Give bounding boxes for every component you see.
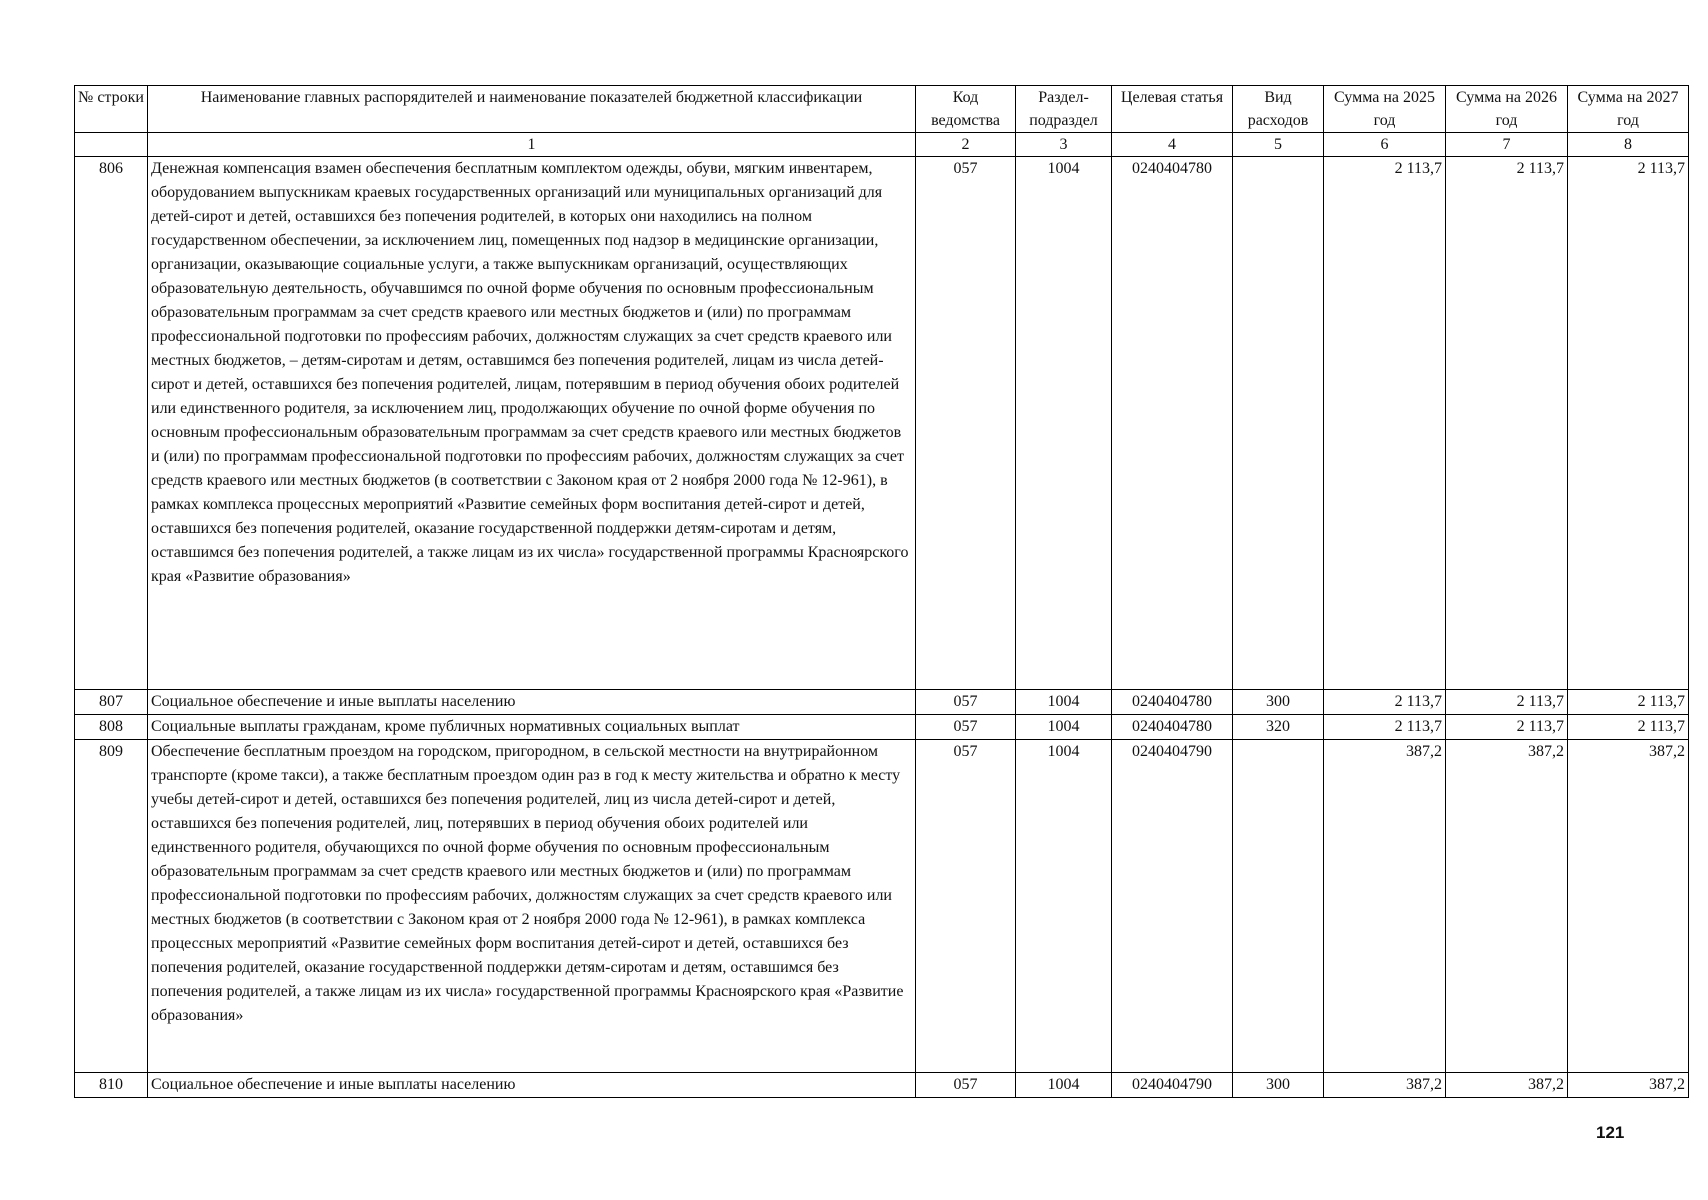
row-sum-2025: 387,2 bbox=[1324, 1073, 1446, 1098]
header-department-code: Код ведомства bbox=[916, 86, 1016, 133]
row-sum-2027: 2 113,7 bbox=[1568, 690, 1689, 715]
header-row-number: № строки bbox=[75, 86, 148, 133]
row-expense-type: 320 bbox=[1233, 715, 1324, 740]
row-name: Социальное обеспечение и иные выплаты населению bbox=[148, 690, 916, 715]
row-number: 808 bbox=[75, 715, 148, 740]
row-name: Социальные выплаты гражданам, кроме публичных нормативных социальных выплат bbox=[148, 715, 916, 740]
row-sum-2027: 2 113,7 bbox=[1568, 157, 1689, 690]
header-expense-type: Вид расходов bbox=[1233, 86, 1324, 133]
table-row bbox=[75, 740, 1689, 1073]
header-target-article: Целевая статья bbox=[1112, 86, 1233, 133]
row-sum-2026: 2 113,7 bbox=[1446, 715, 1568, 740]
row-department-code: 057 bbox=[916, 715, 1016, 740]
index-cell: 3 bbox=[1016, 133, 1112, 157]
row-department-code: 057 bbox=[916, 740, 1016, 1073]
row-section: 1004 bbox=[1016, 690, 1112, 715]
table-row bbox=[75, 157, 1689, 690]
header-sum-2027: Сумма на 2027 год bbox=[1568, 86, 1689, 133]
page-number: 121 bbox=[1596, 1123, 1625, 1142]
index-cell: 6 bbox=[1324, 133, 1446, 157]
row-sum-2026: 2 113,7 bbox=[1446, 157, 1568, 690]
row-sum-2026: 387,2 bbox=[1446, 1073, 1568, 1098]
row-sum-2025: 2 113,7 bbox=[1324, 157, 1446, 690]
column-index-row bbox=[75, 133, 1689, 157]
row-expense-type: 300 bbox=[1233, 1073, 1324, 1098]
row-section: 1004 bbox=[1016, 157, 1112, 690]
row-number: 810 bbox=[75, 1073, 148, 1098]
row-name: Социальное обеспечение и иные выплаты населению bbox=[148, 1073, 916, 1098]
row-target-article: 0240404780 bbox=[1112, 690, 1233, 715]
row-number: 809 bbox=[75, 740, 148, 1073]
table-row bbox=[75, 1073, 1689, 1098]
header-sum-2026: Сумма на 2026 год bbox=[1446, 86, 1568, 133]
budget-table bbox=[74, 85, 1689, 1098]
row-sum-2026: 387,2 bbox=[1446, 740, 1568, 1073]
row-section: 1004 bbox=[1016, 715, 1112, 740]
table-header-row bbox=[75, 86, 1689, 133]
row-number: 807 bbox=[75, 690, 148, 715]
row-sum-2027: 387,2 bbox=[1568, 1073, 1689, 1098]
row-target-article: 0240404780 bbox=[1112, 715, 1233, 740]
row-department-code: 057 bbox=[916, 690, 1016, 715]
row-sum-2025: 2 113,7 bbox=[1324, 715, 1446, 740]
row-expense-type bbox=[1233, 157, 1324, 690]
index-cell: 4 bbox=[1112, 133, 1233, 157]
index-cell: 1 bbox=[148, 133, 916, 157]
row-section: 1004 bbox=[1016, 1073, 1112, 1098]
row-sum-2025: 2 113,7 bbox=[1324, 690, 1446, 715]
row-expense-type: 300 bbox=[1233, 690, 1324, 715]
row-department-code: 057 bbox=[916, 157, 1016, 690]
table-row bbox=[75, 715, 1689, 740]
row-sum-2026: 2 113,7 bbox=[1446, 690, 1568, 715]
table-row bbox=[75, 690, 1689, 715]
row-expense-type bbox=[1233, 740, 1324, 1073]
row-target-article: 0240404780 bbox=[1112, 157, 1233, 690]
row-department-code: 057 bbox=[916, 1073, 1016, 1098]
row-name: Денежная компенсация взамен обеспечения бесплатным комплектом одежды, обуви, мягким инвентарем, оборудованием выпускникам краевых государственных организаций или муниципальных организаций для детей-сирот и детей, оставшихся без попечения родителей, в которых они находились на полном государственном обеспечении, за исключением лиц, помещенных под надзор в медицинские организации, организации, оказывающие социальные услуги, а также выпускникам организаций, осуществляющих образовательную деятельность, обучавшимся по очной форме обучения по основным профессиональным образовательным программам за счет средств краевого или местных бюджетов и (или) по программам профессиональной подготовки по профессиям рабочих, должностям служащих за счет средств краевого или местных бюджетов, – детям-сиротам и детям, оставшимся без попечения родителей, лицам из числа детей-сирот и детей, оставшихся без попечения родителей, лицам, потерявшим в период обучения обоих родителей или единственного родителя, за исключением лиц, продолжающих обучение по очной форме обучения по основным профессиональным образовательным программам за счет средств краевого или местных бюджетов и (или) по программам профессиональной подготовки по профессиям рабочих, должностям служащих за счет средств краевого или местных бюджетов (в соответствии с Законом края от 2 ноября 2000 года № 12-961), в рамках комплекса процессных мероприятий «Развитие семейных форм воспитания детей-сирот и детей, оставшихся без попечения родителей, оказание государственной поддержки детям-сиротам и детям, оставшимся без попечения родителей, а также лицам из их числа» государственной программы Красноярского края «Развитие образования» bbox=[148, 157, 916, 690]
index-cell: 8 bbox=[1568, 133, 1689, 157]
row-sum-2027: 2 113,7 bbox=[1568, 715, 1689, 740]
row-number: 806 bbox=[75, 157, 148, 690]
index-cell-blank bbox=[75, 133, 148, 157]
index-cell: 7 bbox=[1446, 133, 1568, 157]
header-name: Наименование главных распорядителей и наименование показателей бюджетной классификации bbox=[148, 86, 916, 133]
row-name: Обеспечение бесплатным проездом на городском, пригородном, в сельской местности на внутрирайонном транспорте (кроме такси), а также бесплатным проездом один раз в год к месту жительства и обратно к месту учебы детей-сирот и детей, оставшихся без попечения родителей, лиц из числа детей-сирот и детей, оставшихся без попечения родителей, лиц, потерявших в период обучения обоих родителей или единственного родителя, обучающихся по очной форме обучения по основным профессиональным образовательным программам за счет средств краевого или местных бюджетов и (или) по программам профессиональной подготовки по профессиям рабочих, должностям служащих за счет средств краевого или местных бюджетов (в соответствии с Законом края от 2 ноября 2000 года № 12-961), в рамках комплекса процессных мероприятий «Развитие семейных форм воспитания детей-сирот и детей, оставшихся без попечения родителей, оказание государственной поддержки детям-сиротам и детям, оставшимся без попечения родителей, а также лицам из их числа» государственной программы Красноярского края «Развитие образования» bbox=[148, 740, 916, 1073]
index-cell: 2 bbox=[916, 133, 1016, 157]
header-section: Раздел-подраздел bbox=[1016, 86, 1112, 133]
header-sum-2025: Сумма на 2025 год bbox=[1324, 86, 1446, 133]
row-target-article: 0240404790 bbox=[1112, 740, 1233, 1073]
row-sum-2027: 387,2 bbox=[1568, 740, 1689, 1073]
row-section: 1004 bbox=[1016, 740, 1112, 1073]
row-sum-2025: 387,2 bbox=[1324, 740, 1446, 1073]
row-target-article: 0240404790 bbox=[1112, 1073, 1233, 1098]
index-cell: 5 bbox=[1233, 133, 1324, 157]
